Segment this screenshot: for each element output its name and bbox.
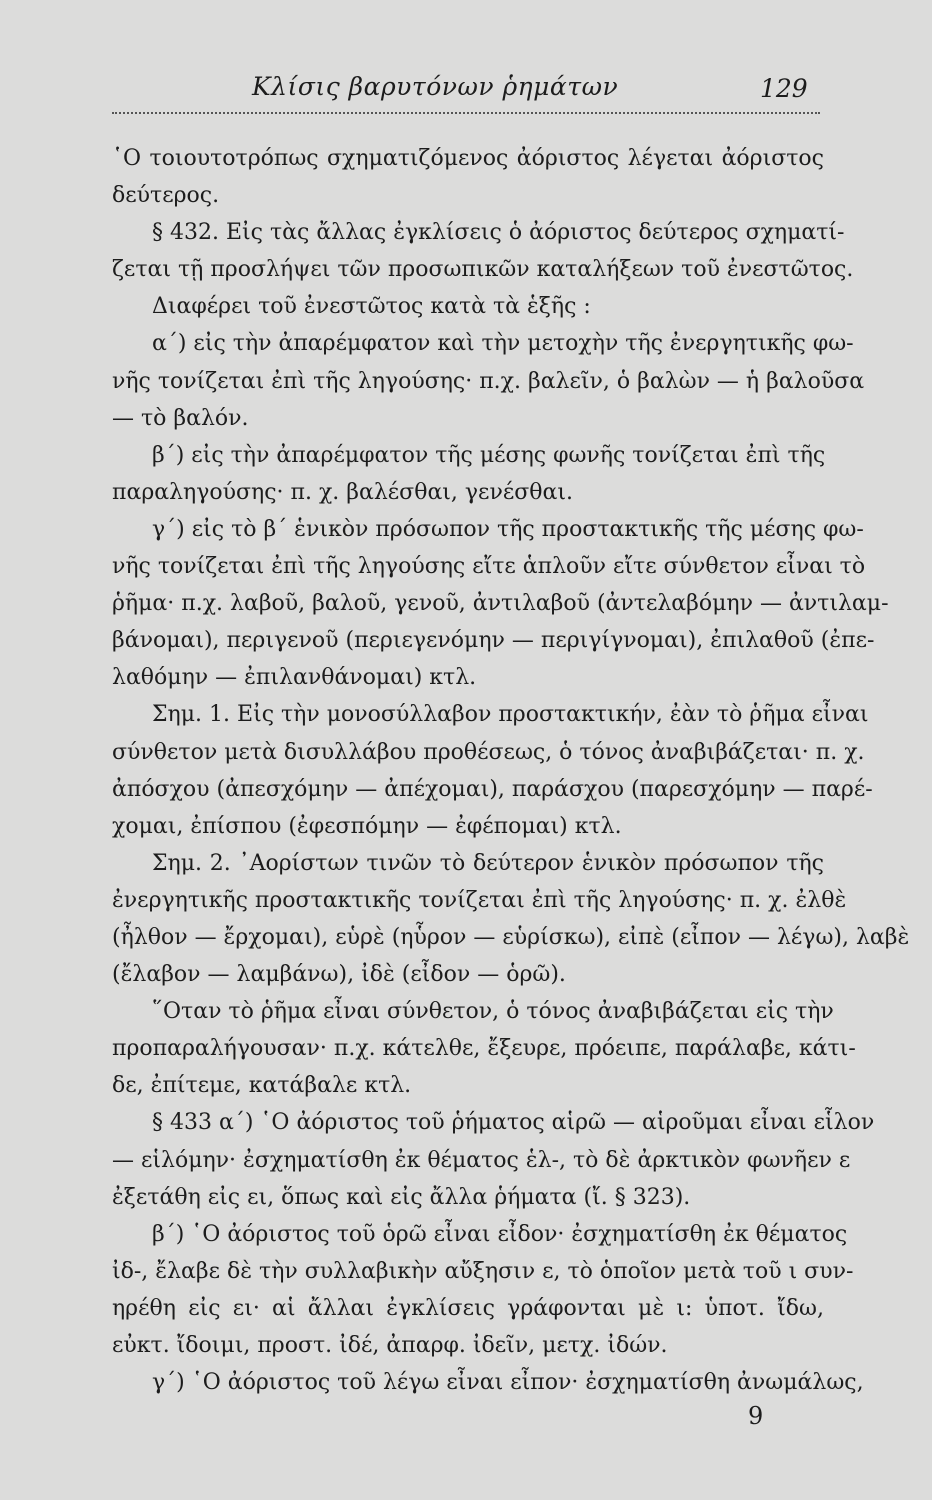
text-line: Διαφέρει τοῦ ἐνεστῶτος κατὰ τὰ ἑξῆς :: [152, 294, 591, 320]
text-line: (ἦλθον — ἔρχομαι), εὑρὲ (ηὗρον — εὑρίσκω), εἰπὲ (εἶπον — λέγω), λαβὲ: [112, 924, 910, 950]
section-433-heading: § 433 α΄) ῾Ο ἀόριστος τοῦ ῥήματος αἱρῶ — αἱροῦμαι εἶναι εἷλον: [152, 1110, 875, 1136]
text-line: ἰδ-, ἔλαβε δὲ τὴν συλλαβικὴν αὔξησιν ε, τὸ ὁποῖον μετὰ τοῦ ι συν-: [112, 1258, 854, 1284]
text-line: νῆς τονίζεται ἐπὶ τῆς ληγούσης· π.χ. βαλεῖν, ὁ βαλὼν — ἡ βαλοῦσα: [112, 368, 865, 394]
text-line: ῞Οταν τὸ ῥῆμα εἶναι σύνθετον, ὁ τόνος ἀναβιβάζεται εἰς τὴν: [152, 999, 834, 1025]
text-line: βάνομαι), περιγενοῦ (περιεγενόμην — περιγίγνομαι), ἐπιλαθοῦ (ἐπε-: [112, 628, 875, 654]
note-1-heading: Σημ. 1. Εἰς τὴν μονοσύλλαβον προστακτικήν, ἐὰν τὸ ῥῆμα εἶναι: [152, 702, 869, 728]
text-line: γ΄) ῾Ο ἀόριστος τοῦ λέγω εἶναι εἶπον· ἐσχηματίσθη ἀνωμάλως,: [152, 1370, 864, 1396]
text-line: παραληγούσης· π. χ. βαλέσθαι, γενέσθαι.: [112, 479, 573, 505]
section-432-heading: § 432. Εἰς τὰς ἄλλας ἐγκλίσεις ὁ ἀόριστος δεύτερος σχηματί-: [152, 220, 845, 246]
page-header: [0, 72, 932, 106]
text-line: γ΄) εἰς τὸ β΄ ἑνικὸν πρόσωπον τῆς προστακτικῆς τῆς μέσης φω-: [152, 516, 864, 542]
text-line: β΄) ῾Ο ἀόριστος τοῦ ὁρῶ εἶναι εἶδον· ἐσχηματίσθη ἐκ θέματος: [152, 1221, 848, 1247]
page-number: 129: [760, 74, 808, 103]
running-title: Κλίσις βαρυτόνων ῥημάτων: [252, 72, 619, 101]
text-line: δεύτερος.: [112, 183, 220, 209]
text-line: (ἔλαβον — λαμβάνω), ἰδὲ (εἶδον — ὁρῶ).: [112, 962, 566, 988]
text-line: ἐξετάθη εἰς ει, ὅπως καὶ εἰς ἄλλα ῥήματα (ἴ. § 323).: [112, 1184, 691, 1210]
text-line: ῥῆμα· π.χ. λαβοῦ, βαλοῦ, γενοῦ, ἀντιλαβοῦ (ἀντελαβόμην — ἀντιλαμ-: [112, 591, 889, 617]
text-line: α΄) εἰς τὴν ἀπαρέμφατον καὶ τὴν μετοχὴν τῆς ἐνεργητικῆς φω-: [152, 331, 854, 357]
signature-mark: 9: [748, 1402, 764, 1430]
text-line: εὐκτ. ἴδοιμι, προστ. ἰδέ, ἀπαρφ. ἰδεῖν, μετχ. ἰδών.: [112, 1333, 668, 1358]
text-line: — εἱλόμην· ἐσχηματίσθη ἐκ θέματος ἑλ-, τὸ δὲ ἀρκτικὸν φωνῆεν ε: [112, 1147, 851, 1173]
text-line: δε, ἐπίτεμε, κατάβαλε κτλ.: [112, 1073, 412, 1099]
text-line: ἀπόσχου (ἀπεσχόμην — ἀπέχομαι), παράσχου (παρεσχόμην — παρέ-: [112, 776, 873, 802]
text-line: λαθόμην — ἐπιλανθάνομαι) κτλ.: [112, 665, 477, 691]
text-line: χομαι, ἐπίσπου (ἐφεσπόμην — ἐφέπομαι) κτλ.: [112, 813, 622, 839]
note-2-heading: Σημ. 2. ᾿Αορίστων τινῶν τὸ δεύτερον ἑνικὸν πρόσωπον τῆς: [152, 850, 824, 876]
text-line: νῆς τονίζεται ἐπὶ τῆς ληγούσης εἴτε ἁπλοῦν εἴτε σύνθετον εἶναι τὸ: [112, 554, 866, 580]
text-line: β΄) εἰς τὴν ἀπαρέμφατον τῆς μέσης φωνῆς τονίζεται ἐπὶ τῆς: [152, 442, 826, 468]
text-line: ῾Ο τοιουτοτρόπως σχηματιζόμενος ἀόριστος λέγεται ἀόριστος: [112, 146, 824, 171]
page-body: [112, 140, 910, 1401]
text-line: σύνθετον μετὰ δισυλλάβου προθέσεως, ὁ τόνος ἀναβιβάζεται· π. χ.: [112, 739, 865, 765]
text-line: ἐνεργητικῆς προστακτικῆς τονίζεται ἐπὶ τῆς ληγούσης· π. χ. ἐλθὲ: [112, 887, 847, 913]
text-line: ζεται τῇ προσλήψει τῶν προσωπικῶν καταλήξεων τοῦ ἐνεστῶτος.: [112, 257, 854, 283]
text-line: ηρέθη εἰς ει· αἱ ἄλλαι ἐγκλίσεις γράφονται μὲ ι: ὑποτ. ἴδω,: [112, 1295, 824, 1321]
text-line: — τὸ βαλόν.: [112, 405, 249, 431]
text-line: προπαραλήγουσαν· π.χ. κάτελθε, ἔξευρε, πρόειπε, παράλαβε, κάτι-: [112, 1036, 856, 1062]
header-rule: [112, 112, 820, 114]
